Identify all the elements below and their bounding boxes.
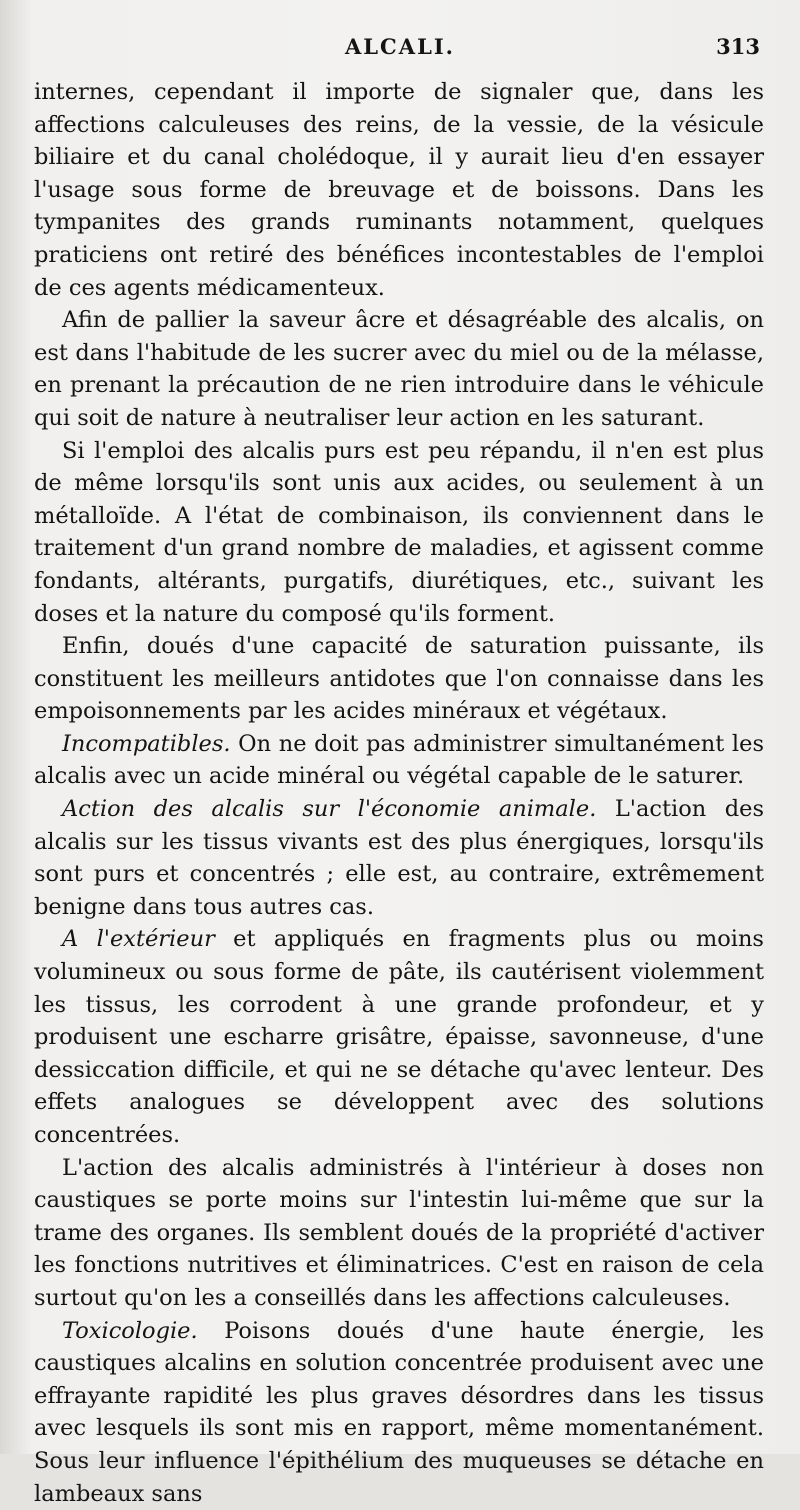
page-number: 313 [716,34,760,59]
paragraph [34,630,764,728]
section-lead-exterieur: A l'extérieur [62,926,215,953]
paragraph [34,923,764,1151]
paragraph-text: On ne doit pas administrer simultanément les alcalis avec un acide minéral ou végétal capable de le saturer. [34,730,764,790]
paragraph-text: internes, cependant il importe de signaler que, dans les affections calculeuses des reins, de la vessie, de la vésicule biliaire et du canal cholédoque, il y aurait lieu d'en essayer l'usage sous forme de breuvage et de boissons. Dans les tympanites des grands ruminants notamment, quelques praticiens ont retiré des bénéfices incontestables de l'emploi de ces agents médicamenteux. [34,79,764,301]
paragraph [34,1152,764,1315]
paragraph [34,76,764,304]
section-lead-incompatibles: Incompatibles. [62,730,231,757]
paragraph-text: L'action des alcalis sur les tissus vivants est des plus énergiques, lorsqu'ils sont purs et concentrés ; elle est, au contraire, extrêmement benigne dans tous autres cas. [34,796,764,920]
paragraph-text: et appliqués en fragments plus ou moins volumineux ou sous forme de pâte, ils cautérisent violemment les tissus, les corrodent à une grande profondeur, et y produisent une escharre grisâtre, épaisse, savonneuse, d'une dessiccation difficile, et qui ne se détache qu'avec lenteur. Des effets analogues se développent avec des solutions concentrées. [34,926,764,1148]
paragraph-text: Si l'emploi des alcalis purs est peu répandu, il n'en est plus de même lorsqu'ils sont unis aux acides, ou seulement à un métalloïde. A l'état de combinaison, ils conviennent dans le traitement d'un grand nombre de maladies, et agissent comme fondants, altérants, purgatifs, diurétiques, etc., suivant les doses et la nature du composé qu'ils forment. [34,437,764,627]
paragraph [34,435,764,631]
paragraph [34,1315,764,1510]
paragraph [34,793,764,923]
paragraph-text: L'action des alcalis administrés à l'intérieur à doses non caustiques se porte moins sur l'intestin lui-même que sur la trame des organes. Ils semblent doués de la propriété d'activer les fonctions nutritives et éliminatrices. C'est en raison de cela surtout qu'on les a conseillés dans les affections calculeuses. [34,1154,764,1311]
paragraph [34,304,764,434]
section-lead-action: Action des alcalis sur l'économie animale. [62,796,597,823]
page-header [0,30,800,64]
page-body [34,76,764,1510]
section-lead-toxicologie: Toxicologie. [62,1317,198,1344]
running-title: ALCALI. [345,34,455,59]
paragraph-text: Enfin, doués d'une capacité de saturation puissante, ils constituent les meilleurs antidotes que l'on connaisse dans les empoisonnements par les acides minéraux et végétaux. [34,633,764,725]
paragraph-text: Afin de pallier la saveur âcre et désagréable des alcalis, on est dans l'habitude de les sucrer avec du miel ou de la mélasse, en prenant la précaution de ne rien introduire dans le véhicule qui soit de nature à neutraliser leur action en les saturant. [34,307,764,431]
paragraph [34,728,764,793]
paragraph-text: Poisons doués d'une haute énergie, les caustiques alcalins en solution concentrée produisent avec une effrayante rapidité les plus graves désordres dans les tissus avec lesquels ils sont mis en rapport, même momentanément. Sous leur influence l'épithélium des muqueuses se détache en lambeaux sans [34,1317,764,1507]
